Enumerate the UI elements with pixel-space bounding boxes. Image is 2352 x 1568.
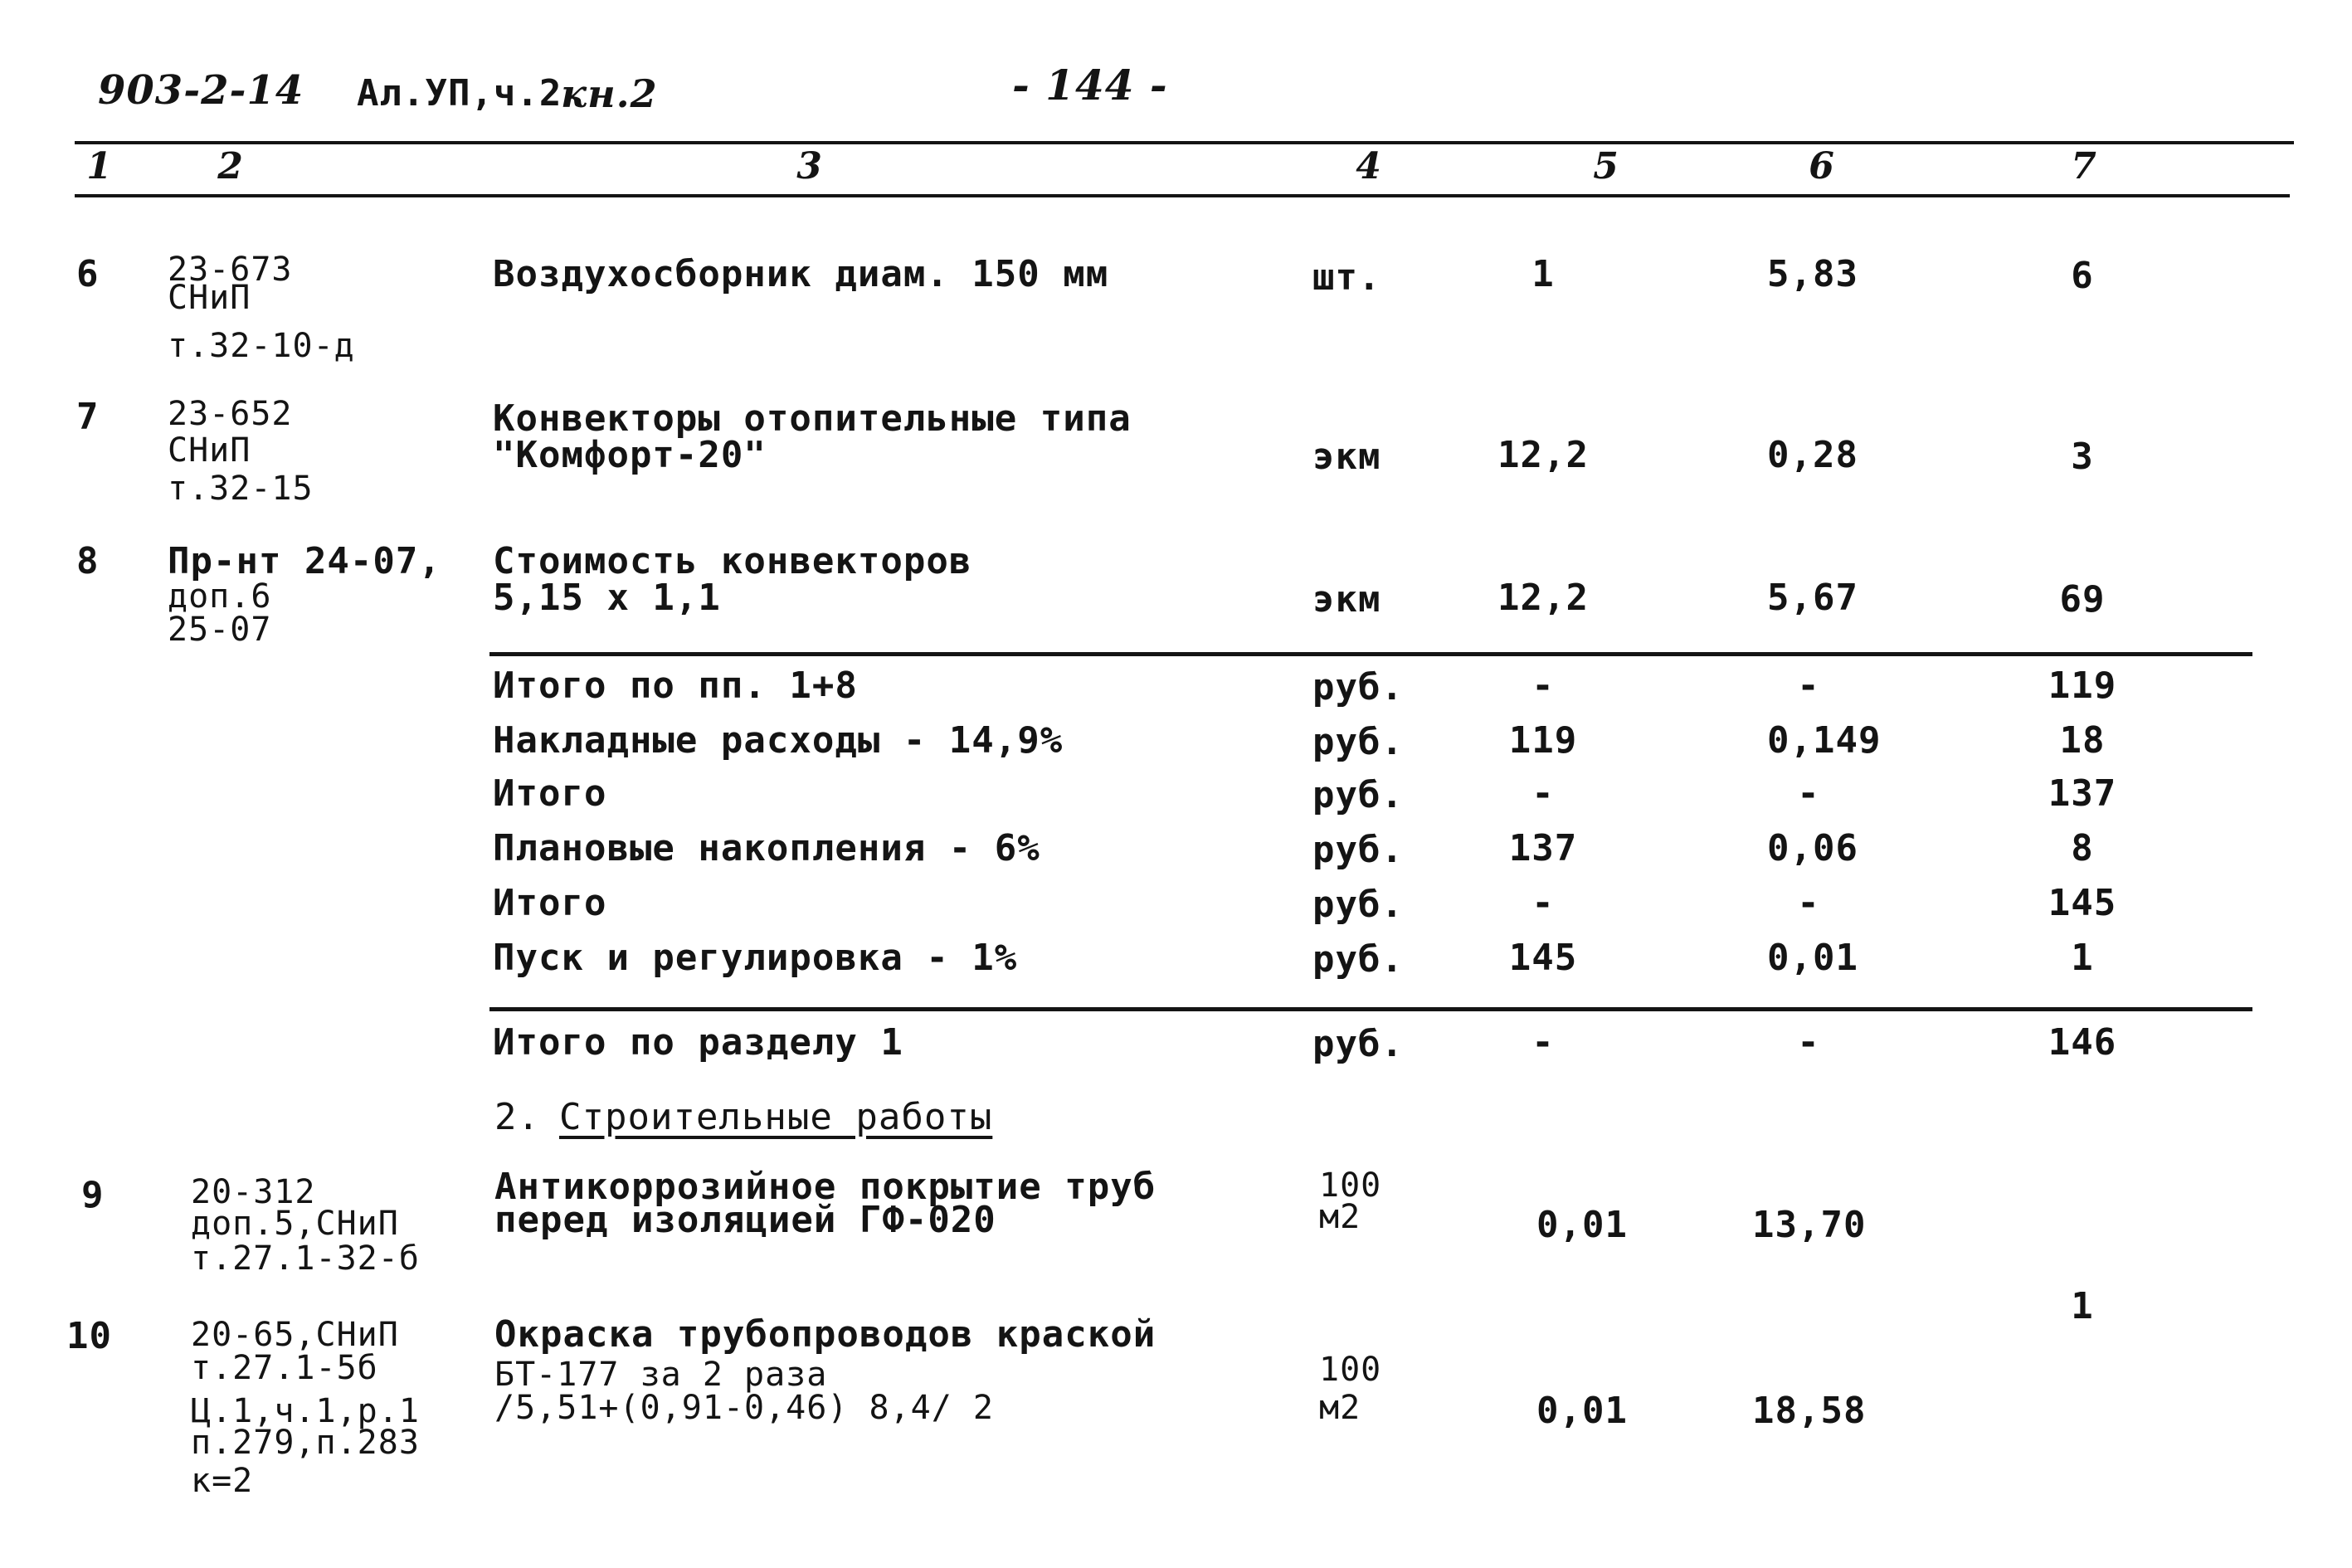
col-header-3: 3 xyxy=(796,145,823,187)
row-ref-line: т.32-15 xyxy=(168,470,314,508)
summary-total: 1 xyxy=(2071,937,2094,979)
summary-total: 8 xyxy=(2071,827,2094,869)
row-quantity: 1 xyxy=(1531,253,1555,295)
section-total-description: Итого по разделу 1 xyxy=(493,1021,903,1064)
row-quantity: 12,2 xyxy=(1497,577,1589,619)
row-ref-line: 23-673 xyxy=(168,251,293,289)
summary-total: 137 xyxy=(2048,772,2117,815)
summary-description: Пуск и регулировка - 1% xyxy=(493,937,1018,979)
row-total: 1 xyxy=(2071,1285,2094,1327)
row-ref-line: 20-312 xyxy=(191,1173,316,1211)
summary-description: Итого xyxy=(493,882,607,924)
col-header-6: 6 xyxy=(1809,145,1835,187)
section-total-total: 146 xyxy=(2048,1021,2117,1064)
row-ref-line: Ц.1,ч.1,р.1 xyxy=(191,1392,420,1430)
row-ref-line: Пр-нт 24-07, xyxy=(168,540,441,582)
row-price: 0,28 xyxy=(1767,434,1858,476)
summary-quantity: 137 xyxy=(1508,827,1578,869)
row-quantity: 12,2 xyxy=(1497,434,1589,476)
row-ref-line: к=2 xyxy=(191,1462,254,1500)
summary-description: Накладные расходы - 14,9% xyxy=(493,719,1064,762)
section-total-rule xyxy=(489,1007,2252,1011)
col-header-5: 5 xyxy=(1593,145,1619,187)
summary-quantity: - xyxy=(1531,665,1555,707)
summary-price: - xyxy=(1797,882,1820,924)
row-description: Воздухосборник диам. 150 мм xyxy=(493,253,1109,295)
book-reference: кн.2 xyxy=(561,71,658,116)
row-description: /5,51+(0,91-0,46) 8,4/ 2 xyxy=(494,1389,994,1427)
row-number: 7 xyxy=(76,396,100,438)
row-description: Конвекторы отопительные типа xyxy=(493,397,1132,440)
row-price: 13,70 xyxy=(1752,1204,1867,1246)
row-description: Окраска трубопроводов краской xyxy=(494,1313,1157,1356)
summary-unit: руб. xyxy=(1312,884,1404,926)
row-number: 10 xyxy=(66,1315,112,1357)
col-header-1: 1 xyxy=(86,145,113,187)
section-heading-number: 2. xyxy=(494,1096,540,1138)
row-quantity: 0,01 xyxy=(1536,1204,1628,1246)
row-description: Антикоррозийное покрытие труб xyxy=(494,1166,1157,1208)
row-description: 5,15 х 1,1 xyxy=(493,577,721,619)
subtotal-rule xyxy=(489,652,2252,656)
row-ref-line: т.27.1-32-б xyxy=(191,1239,420,1278)
row-unit: экм xyxy=(1312,578,1381,621)
summary-price: 0,01 xyxy=(1767,937,1858,979)
summary-unit: руб. xyxy=(1312,829,1404,871)
summary-total: 18 xyxy=(2059,719,2106,762)
summary-description: Плановые накопления - 6% xyxy=(493,827,1040,869)
section-heading-title: Строительные работы xyxy=(559,1096,993,1138)
row-number: 8 xyxy=(76,540,100,582)
row-ref-line: СНиП xyxy=(168,431,251,470)
row-price: 5,83 xyxy=(1767,253,1858,295)
document-code: 903-2-14 xyxy=(98,67,304,114)
row-price: 5,67 xyxy=(1767,577,1858,619)
row-ref-line: п.279,п.283 xyxy=(191,1424,420,1462)
row-number: 9 xyxy=(81,1174,105,1216)
row-total: 3 xyxy=(2071,436,2094,478)
summary-unit: руб. xyxy=(1312,721,1404,763)
row-ref-line: СНиП xyxy=(168,279,251,317)
section-total-price: - xyxy=(1797,1021,1820,1064)
summary-price: 0,149 xyxy=(1767,719,1882,762)
summary-total: 119 xyxy=(2048,665,2117,707)
row-unit-line: 100 xyxy=(1319,1166,1382,1205)
summary-unit: руб. xyxy=(1312,666,1404,709)
summary-quantity: - xyxy=(1531,882,1555,924)
row-description: "Комфорт-20" xyxy=(493,434,767,476)
page-number: - 144 - xyxy=(1012,61,1168,110)
album-reference: Ал.УП,ч.2 xyxy=(357,72,562,114)
summary-quantity: - xyxy=(1531,772,1555,815)
header-bottom-rule xyxy=(75,194,2290,197)
row-description: Стоимость конвекторов xyxy=(493,540,972,582)
summary-quantity: 145 xyxy=(1508,937,1578,979)
row-number: 6 xyxy=(76,253,100,295)
summary-price: - xyxy=(1797,665,1820,707)
header-top-rule xyxy=(75,141,2294,144)
row-description: перед изоляцией ГФ-020 xyxy=(494,1199,996,1241)
summary-unit: руб. xyxy=(1312,774,1404,816)
section-total-unit: руб. xyxy=(1312,1023,1404,1065)
summary-description: Итого xyxy=(493,772,607,815)
row-unit: экм xyxy=(1312,436,1381,478)
section-total-quantity: - xyxy=(1531,1021,1555,1064)
col-header-4: 4 xyxy=(1356,145,1382,187)
row-ref-line: т.32-10-д xyxy=(168,327,355,365)
row-total: 69 xyxy=(2059,578,2106,621)
row-quantity: 0,01 xyxy=(1536,1390,1628,1432)
row-unit-line: 100 xyxy=(1319,1351,1382,1389)
row-price: 18,58 xyxy=(1752,1390,1867,1432)
row-description: БТ-177 за 2 раза xyxy=(494,1356,828,1394)
row-ref-line: 25-07 xyxy=(168,611,272,649)
col-header-7: 7 xyxy=(2071,145,2097,187)
summary-price: - xyxy=(1797,772,1820,815)
summary-price: 0,06 xyxy=(1767,827,1858,869)
summary-description: Итого по пп. 1+8 xyxy=(493,665,858,707)
row-total: 6 xyxy=(2071,255,2094,297)
row-unit: шт. xyxy=(1312,256,1381,299)
row-ref-line: 20-65,СНиП xyxy=(191,1316,399,1354)
col-header-2: 2 xyxy=(217,145,244,187)
row-unit-line: м2 xyxy=(1319,1389,1361,1427)
summary-quantity: 119 xyxy=(1508,719,1578,762)
row-unit-line: м2 xyxy=(1319,1198,1361,1236)
row-ref-line: доп.5,СНиП xyxy=(191,1205,399,1243)
row-ref-line: доп.6 xyxy=(168,577,272,616)
row-ref-line: 23-652 xyxy=(168,395,293,433)
summary-total: 145 xyxy=(2048,882,2117,924)
row-ref-line: т.27.1-5б xyxy=(191,1349,378,1387)
summary-unit: руб. xyxy=(1312,938,1404,981)
